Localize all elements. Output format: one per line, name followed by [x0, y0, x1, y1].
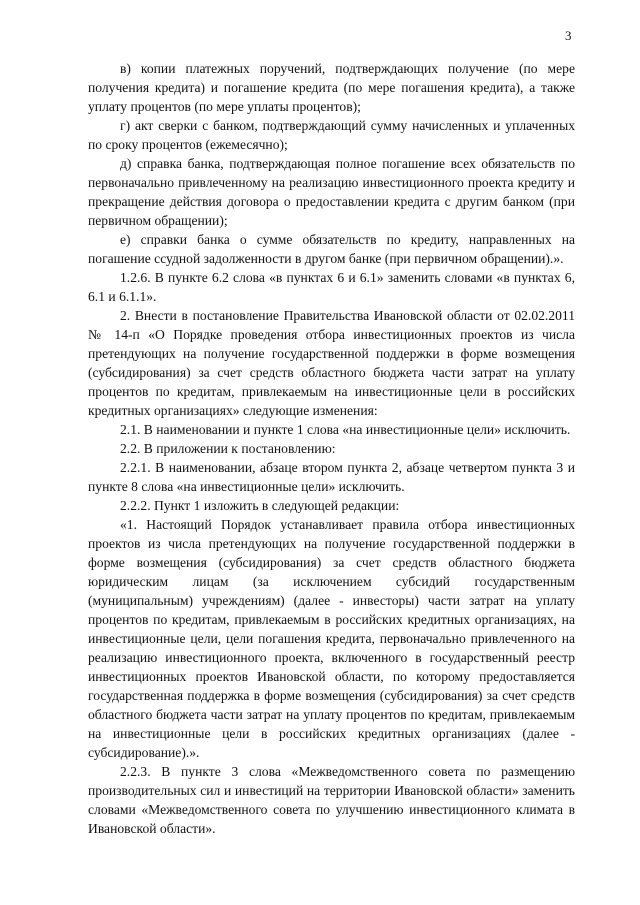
paragraph-2-2-2: 2.2.2. Пункт 1 изложить в следующей редакции: [120, 498, 400, 513]
page-number: 3 [565, 28, 572, 43]
paragraph-v: в) копии платежных поручений, подтверждающих получение (по мере получения кредита) и погашение кредита (по мере погашения кредита), а также уплату процентов (по мере уплаты процентов); [88, 61, 575, 114]
document-body [88, 59, 575, 838]
paragraph-d: д) справка банка, подтверждающая полное погашение всех обязательств по первоначально привлеченному на реализацию инвестиционного проекта кредиту и прекращение действия договора о предоставлении кредита с другим банком (при первичном обращении); [88, 156, 575, 228]
paragraph-1-2-6: 1.2.6. В пункте 6.2 слова «в пунктах 6 и 6.1» заменить словами «в пунктах 6, 6.1 и 6.1.1». [88, 270, 575, 304]
paragraph-point-1-new-text: «1. Настоящий Порядок устанавливает правила отбора инвестиционных проектов из числа претендующих на получение государственной поддержки в форме возмещения (субсидирования) за счет средств областного бюджета юридическим лицам (за исключением субсидий государственным (муниципальным) учреждениям) (далее - инвесторы) части затрат на уплату процентов по кредитам, привлекаемым в российских кредитных организациях, на инвестиционные цели, цели погашения кредита, первоначально привлеченного на реализацию инвестиционного проекта, включенного в государственный реестр инвестиционных проектов Ивановской области, по которому предоставляется государственная поддержка в форме возмещения (субсидирования) за счет средств областного бюджета части затрат на уплату процентов по кредитам, привлекаемым на инвестиционные цели в российских кредитных организациях (далее - субсидирование).». [88, 517, 575, 760]
paragraph-2: 2. Внести в постановление Правительства Ивановской области от 02.02.2011 № 14-п «О Порядке проведения отбора инвестиционных проектов из числа претендующих на получение государственной поддержки в форме возмещения (субсидирования) за счет средств областного бюджета части затрат на уплату процентов по кредитам, привлекаемым на инвестиционные цели в российских кредитных организациях» следующие изменения: [88, 308, 575, 418]
paragraph-2-2-1: 2.2.1. В наименовании, абзаце втором пункта 2, абзаце четвертом пункта 3 и пункте 8 слова «на инвестиционные цели» исключить. [88, 460, 575, 494]
paragraph-2-1: 2.1. В наименовании и пункте 1 слова «на инвестиционные цели» исключить. [120, 422, 571, 437]
paragraph-e: е) справки банка о сумме обязательств по кредиту, направленных на погашение ссудной задолженности в другом банке (при первичном обращении).». [88, 232, 575, 266]
paragraph-2-2-3: 2.2.3. В пункте 3 слова «Межведомственного совета по размещению производительных сил и инвестиций на территории Ивановской области» заменить словами «Межведомственного совета по улучшению инвестиционного климата в Ивановской области». [88, 764, 575, 836]
paragraph-g: г) акт сверки с банком, подтверждающий сумму начисленных и уплаченных по сроку процентов (ежемесячно); [88, 118, 575, 152]
paragraph-2-2: 2.2. В приложении к постановлению: [120, 441, 336, 456]
